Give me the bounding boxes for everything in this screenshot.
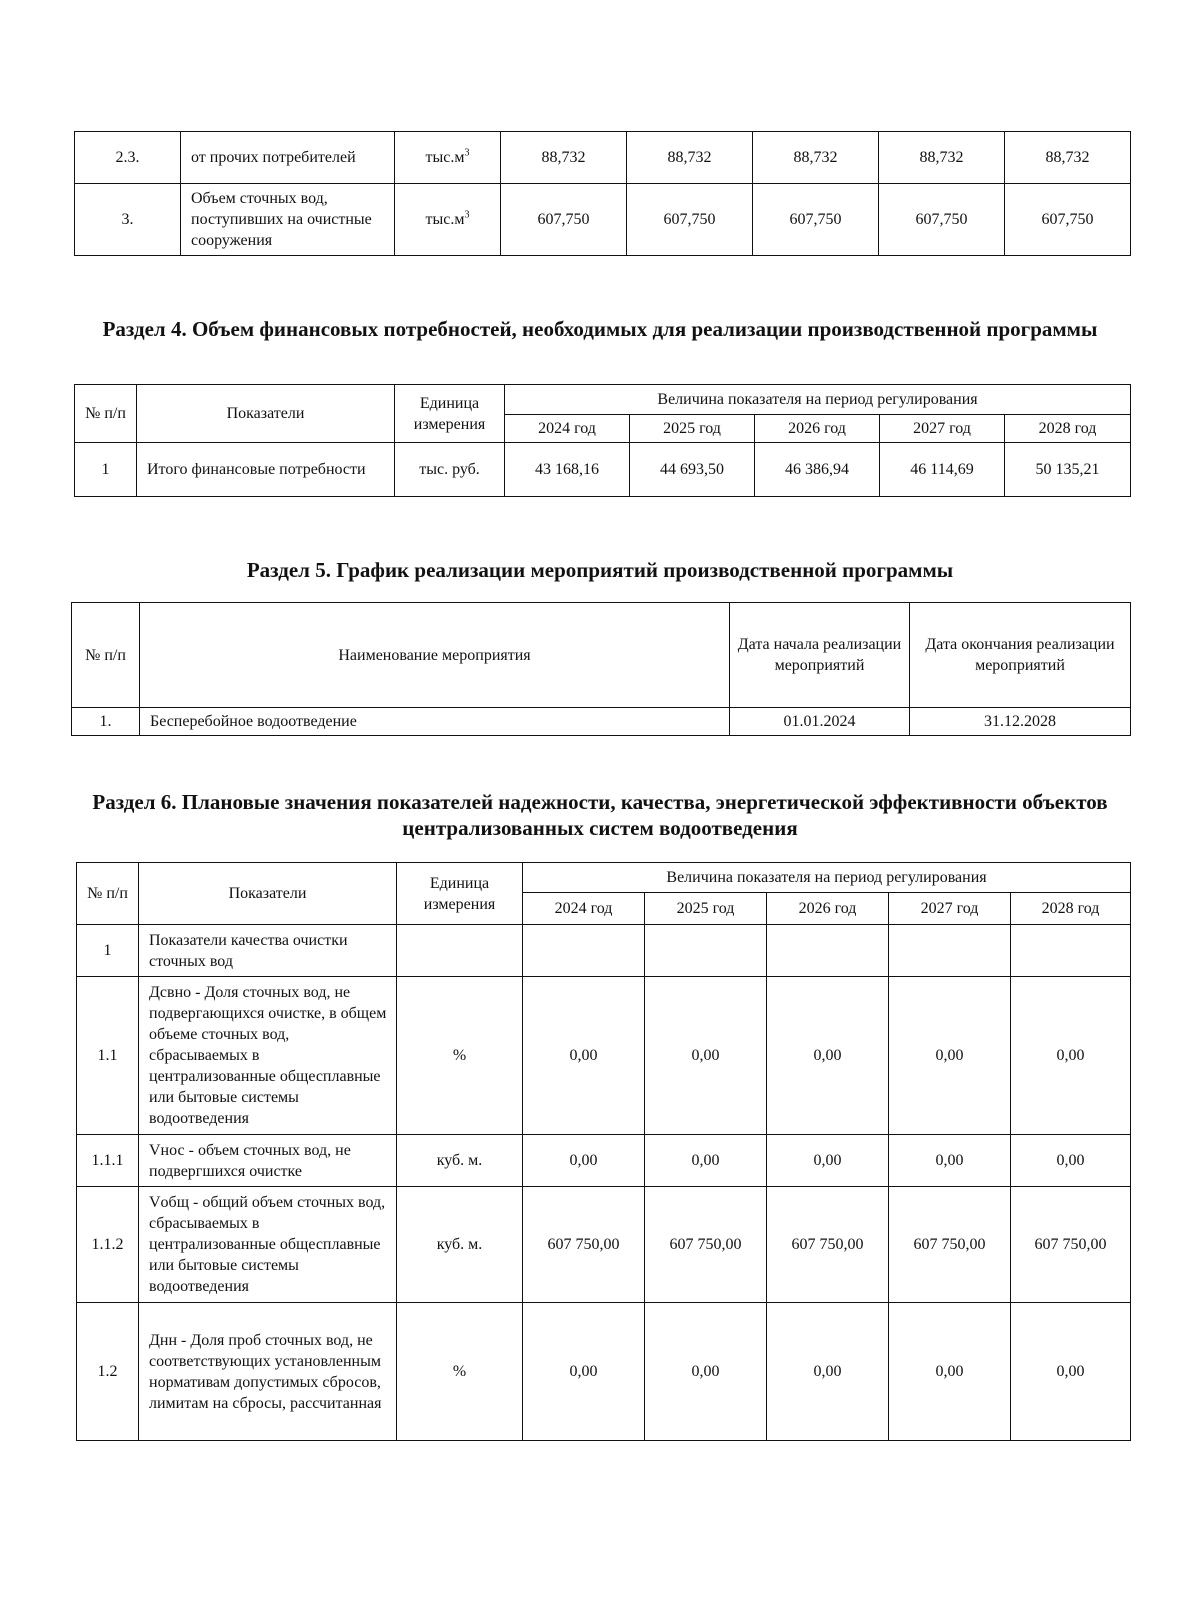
table-row — [75, 184, 1131, 256]
col-header-end: Дата окончания реализации мероприятий — [910, 603, 1131, 708]
table-row — [77, 977, 1131, 1135]
value-cell: 0,00 — [767, 977, 889, 1135]
col-header-num: № п/п — [72, 603, 140, 708]
value-cell: 0,00 — [1011, 977, 1131, 1135]
value-cell: 607,750 — [501, 184, 627, 256]
row-number: 1. — [72, 708, 140, 736]
value-cell: 0,00 — [1011, 1135, 1131, 1187]
section-5-title: Раздел 5. График реализации мероприятий производственной программы — [246, 558, 954, 582]
value-cell: 0,00 — [645, 977, 767, 1135]
year-header: 2025 год — [630, 415, 755, 443]
continuation-table — [74, 131, 1131, 256]
value-cell: 46 386,94 — [755, 443, 880, 497]
table-row — [77, 1187, 1131, 1303]
value-cell: 88,732 — [1005, 132, 1131, 184]
value-cell: 607,750 — [627, 184, 753, 256]
value-cell — [523, 925, 645, 977]
value-cell: 607 750,00 — [1011, 1187, 1131, 1303]
table-row — [77, 1303, 1131, 1441]
table-row — [77, 1135, 1131, 1187]
col-header-num: № п/п — [75, 385, 137, 443]
value-cell: 88,732 — [879, 132, 1005, 184]
table-row — [72, 708, 1131, 736]
row-name: Итого финансовые потребности — [137, 443, 395, 497]
table-row — [75, 132, 1131, 184]
value-cell: 607,750 — [879, 184, 1005, 256]
row-name: Показатели качества очистки сточных вод — [139, 925, 397, 977]
header-row — [77, 863, 1131, 893]
row-unit — [397, 925, 523, 977]
row-number: 1 — [77, 925, 139, 977]
row-name: Днн - Доля проб сточных вод, не соответствующих установленным нормативам допустимых сбросов, лимитам на сбросы, рассчитанная — [139, 1303, 397, 1441]
year-header: 2026 год — [755, 415, 880, 443]
start-date: 01.01.2024 — [730, 708, 910, 736]
year-header: 2028 год — [1011, 893, 1131, 925]
value-cell: 607 750,00 — [523, 1187, 645, 1303]
col-header-name: Наименование мероприятия — [140, 603, 730, 708]
col-header-period: Величина показателя на период регулирования — [523, 863, 1131, 893]
value-cell: 43 168,16 — [505, 443, 630, 497]
value-cell: 0,00 — [767, 1135, 889, 1187]
year-header: 2025 год — [645, 893, 767, 925]
value-cell: 0,00 — [889, 1303, 1011, 1441]
header-row — [75, 385, 1131, 415]
value-cell: 0,00 — [523, 977, 645, 1135]
value-cell: 0,00 — [645, 1303, 767, 1441]
table-row — [75, 443, 1131, 497]
value-cell: 88,732 — [627, 132, 753, 184]
row-number: 1 — [75, 443, 137, 497]
value-cell: 88,732 — [501, 132, 627, 184]
value-cell: 607 750,00 — [645, 1187, 767, 1303]
indicators-table — [76, 862, 1131, 1441]
col-header-unit: Единица измерения — [395, 385, 505, 443]
row-unit: тыс. руб. — [395, 443, 505, 497]
value-cell: 607,750 — [1005, 184, 1131, 256]
year-header: 2024 год — [505, 415, 630, 443]
value-cell: 607,750 — [753, 184, 879, 256]
value-cell: 607 750,00 — [767, 1187, 889, 1303]
value-cell: 50 135,21 — [1005, 443, 1131, 497]
year-header: 2027 год — [889, 893, 1011, 925]
end-date: 31.12.2028 — [910, 708, 1131, 736]
value-cell — [889, 925, 1011, 977]
table-row — [77, 925, 1131, 977]
section-6-title: Раздел 6. Плановые значения показателей надежности, качества, энергетической эффективности объектов централизованных систем водоотведения — [92, 790, 1108, 840]
value-cell: 0,00 — [523, 1303, 645, 1441]
row-unit: куб. м. — [397, 1135, 523, 1187]
value-cell — [645, 925, 767, 977]
year-header: 2027 год — [880, 415, 1005, 443]
year-header: 2026 год — [767, 893, 889, 925]
row-name: Vнос - объем сточных вод, не подвергшихся очистке — [139, 1135, 397, 1187]
row-number: 1.1.1 — [77, 1135, 139, 1187]
value-cell: 0,00 — [645, 1135, 767, 1187]
value-cell: 0,00 — [889, 1135, 1011, 1187]
row-unit: $тыс.м^3$ — [395, 132, 501, 184]
header-row — [72, 603, 1131, 708]
section-4-title: Раздел 4. Объем финансовых потребностей, необходимых для реализации производственной программы — [102, 317, 1098, 341]
col-header-num: № п/п — [77, 863, 139, 925]
row-number: 1.2 — [77, 1303, 139, 1441]
row-number: 1.1 — [77, 977, 139, 1135]
col-header-unit: Единица измерения — [397, 863, 523, 925]
value-cell: 88,732 — [753, 132, 879, 184]
row-name: Бесперебойное водоотведение — [140, 708, 730, 736]
row-name: от прочих потребителей — [181, 132, 395, 184]
year-header: 2024 год — [523, 893, 645, 925]
row-unit: % — [397, 1303, 523, 1441]
schedule-table — [71, 602, 1131, 736]
row-unit: куб. м. — [397, 1187, 523, 1303]
value-cell — [767, 925, 889, 977]
col-header-start: Дата начала реализации мероприятий — [730, 603, 910, 708]
value-cell: 0,00 — [767, 1303, 889, 1441]
row-number: 3. — [75, 184, 181, 256]
value-cell: 0,00 — [523, 1135, 645, 1187]
col-header-indicator: Показатели — [139, 863, 397, 925]
row-name: Объем сточных вод, поступивших на очистные сооружения — [181, 184, 395, 256]
col-header-period: Величина показателя на период регулирования — [505, 385, 1131, 415]
value-cell — [1011, 925, 1131, 977]
year-header: 2028 год — [1005, 415, 1131, 443]
row-number: 2.3. — [75, 132, 181, 184]
value-cell: 607 750,00 — [889, 1187, 1011, 1303]
value-cell: 44 693,50 — [630, 443, 755, 497]
row-name: Vобщ - общий объем сточных вод, сбрасываемых в централизованные общесплавные или бытовые системы водоотведения — [139, 1187, 397, 1303]
col-header-indicator: Показатели — [137, 385, 395, 443]
financial-needs-table — [74, 384, 1131, 497]
row-number: 1.1.2 — [77, 1187, 139, 1303]
value-cell: 0,00 — [1011, 1303, 1131, 1441]
value-cell: 0,00 — [889, 977, 1011, 1135]
row-name: Дсвно - Доля сточных вод, не подвергающихся очистке, в общем объеме сточных вод, сбрасываемых в централизованные общесплавные или бытовые системы водоотведения — [139, 977, 397, 1135]
row-unit: % — [397, 977, 523, 1135]
value-cell: 46 114,69 — [880, 443, 1005, 497]
row-unit: $тыс.м^3$ — [395, 184, 501, 256]
